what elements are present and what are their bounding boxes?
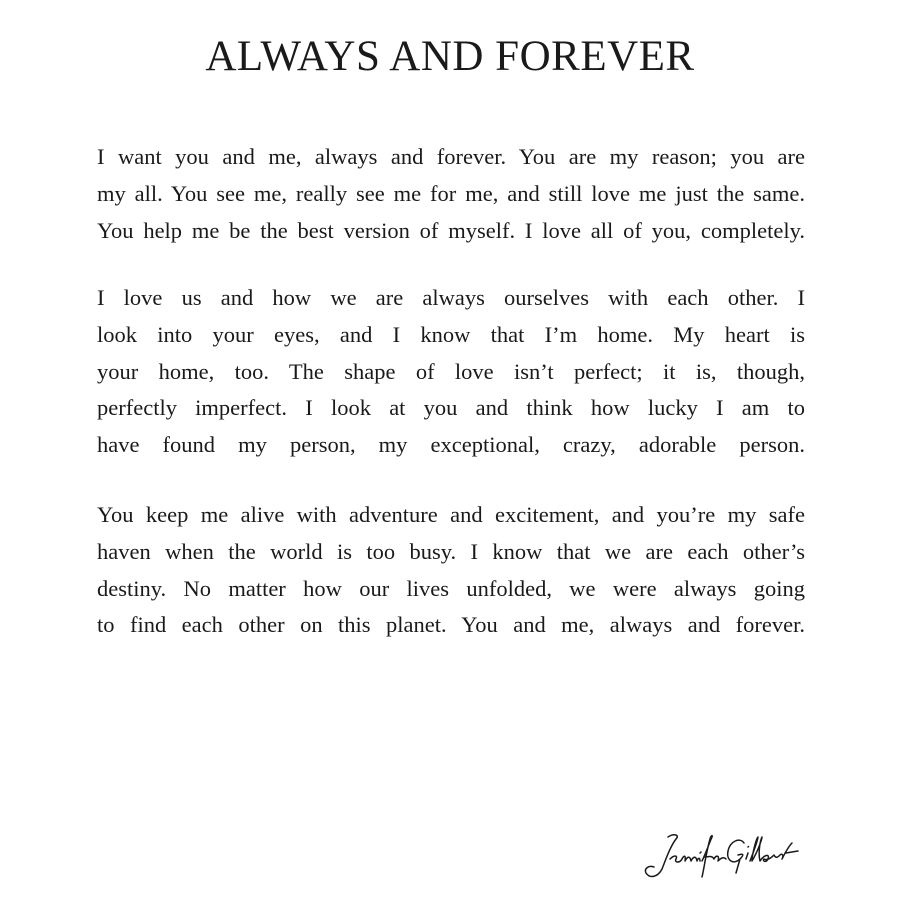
paragraph-line: my all. You see me, really see me for me, and still love me just the same. (97, 180, 805, 206)
paragraph-line: have found my person, my exceptional, crazy, adorable person. (97, 432, 805, 458)
signature-image (640, 825, 820, 885)
paragraph-line: haven when the world is too busy. I know that we are each other’s (97, 538, 805, 564)
paragraph-line: You help me be the best version of myself. I love all of you, completely. (97, 217, 805, 243)
paragraph-2 (97, 280, 805, 464)
paragraph-line: look into your eyes, and I know that I’m home. My heart is (97, 321, 805, 347)
paragraph-line: to find each other on this planet. You and me, always and forever. (97, 612, 805, 638)
page-title: ALWAYS AND FOREVER (205, 33, 695, 80)
paragraph-1 (97, 139, 805, 249)
paragraph-3 (97, 497, 805, 644)
paragraph-line: destiny. No matter how our lives unfolded, we were always going (97, 575, 805, 601)
paragraph-line: perfectly imperfect. I look at you and think how lucky I am to (97, 395, 805, 421)
paragraph-line: I want you and me, always and forever. You are my reason; you are (97, 144, 805, 169)
paragraph-line: I love us and how we are always ourselves with each other. I (97, 285, 805, 310)
paragraph-line: You keep me alive with adventure and excitement, and you’re my safe (97, 502, 805, 527)
paragraph-line: your home, too. The shape of love isn’t perfect; it is, though, (97, 358, 805, 384)
